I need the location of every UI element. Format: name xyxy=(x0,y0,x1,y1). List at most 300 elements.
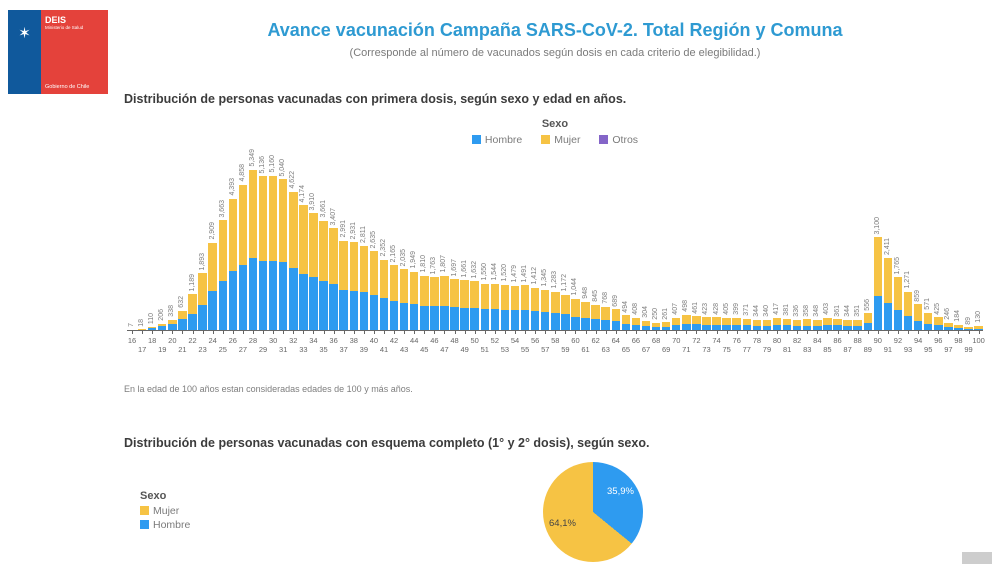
bar-segment-mujer[interactable] xyxy=(531,288,539,311)
bar-column-age-50[interactable] xyxy=(470,140,480,330)
bar-segment-hombre[interactable] xyxy=(329,284,337,330)
x-axis-tick-age-52 xyxy=(490,331,500,355)
bar-segment-mujer[interactable] xyxy=(198,273,206,304)
bar-segment-mujer[interactable] xyxy=(400,269,408,302)
bar-segment-hombre[interactable] xyxy=(511,310,519,330)
tick-mark xyxy=(424,331,425,334)
bar-segment-hombre[interactable] xyxy=(219,281,227,330)
bar-column-age-77[interactable] xyxy=(742,140,752,330)
legend-item-mujer[interactable] xyxy=(140,505,190,517)
chile-coat-of-arms-icon: ✶ xyxy=(8,10,41,94)
bar-column-age-45[interactable] xyxy=(419,140,429,330)
bar-segment-hombre[interactable] xyxy=(460,308,468,330)
bar-segment-hombre[interactable] xyxy=(279,262,287,330)
x-axis-label: 34 xyxy=(309,336,318,345)
pie-chart[interactable] xyxy=(543,462,643,562)
bar-segment-hombre[interactable] xyxy=(581,318,589,330)
bar-segment-mujer[interactable] xyxy=(511,286,519,310)
bar-column-age-39[interactable] xyxy=(359,140,369,330)
x-axis-tick-age-42 xyxy=(389,331,399,355)
x-axis-tick-age-20 xyxy=(167,331,177,355)
bar-segment-mujer[interactable] xyxy=(571,299,579,317)
bar-column-age-61[interactable] xyxy=(581,140,591,330)
bar-column-age-74[interactable] xyxy=(712,140,722,330)
bar-segment-hombre[interactable] xyxy=(491,309,499,330)
bar-column-age-57[interactable] xyxy=(540,140,550,330)
x-axis-tick-age-98 xyxy=(953,331,963,355)
bar-value-label: 371 xyxy=(742,304,750,316)
bar-segment-mujer[interactable] xyxy=(682,315,690,324)
bar-column-age-100[interactable] xyxy=(974,140,984,330)
bar-column-age-70[interactable] xyxy=(671,140,681,330)
bar-segment-mujer[interactable] xyxy=(239,185,247,265)
bar-column-age-27[interactable] xyxy=(238,140,248,330)
bar-segment-mujer[interactable] xyxy=(783,319,791,326)
bar-segment-mujer[interactable] xyxy=(188,294,196,314)
bar-column-age-44[interactable] xyxy=(409,140,419,330)
bar-column-age-84[interactable] xyxy=(812,140,822,330)
x-axis-tick-age-81 xyxy=(782,331,792,355)
bar-column-age-17[interactable] xyxy=(137,140,147,330)
x-axis-tick-age-97 xyxy=(943,331,953,355)
bar-column-age-65[interactable] xyxy=(621,140,631,330)
x-axis-label: 79 xyxy=(762,345,772,354)
bar-column-age-23[interactable] xyxy=(198,140,208,330)
bar-segment-mujer[interactable] xyxy=(521,285,529,310)
x-axis-tick-age-56 xyxy=(530,331,540,355)
bar-column-age-71[interactable] xyxy=(681,140,691,330)
bar-segment-hombre[interactable] xyxy=(450,307,458,330)
tick-mark xyxy=(364,331,365,334)
tick-mark xyxy=(737,331,738,334)
bar-segment-mujer[interactable] xyxy=(541,290,549,312)
bar-segment-mujer[interactable] xyxy=(864,313,872,323)
bar-column-age-16[interactable] xyxy=(127,140,137,330)
bar-value-label: 304 xyxy=(642,306,650,318)
bar-segment-hombre[interactable] xyxy=(370,295,378,330)
x-axis-label: 61 xyxy=(581,345,590,354)
bar-column-age-76[interactable] xyxy=(732,140,742,330)
bar-column-age-43[interactable] xyxy=(399,140,409,330)
tick-mark xyxy=(797,331,798,334)
bar-column-age-30[interactable] xyxy=(268,140,278,330)
tick-mark xyxy=(505,331,506,334)
x-axis-label: 92 xyxy=(893,336,903,345)
bar-column-age-67[interactable] xyxy=(641,140,651,330)
bar-segment-mujer[interactable] xyxy=(924,313,932,324)
x-axis-label: 50 xyxy=(470,336,479,345)
bar-segment-mujer[interactable] xyxy=(601,307,609,320)
bar-column-age-72[interactable] xyxy=(691,140,701,330)
bar-column-age-66[interactable] xyxy=(631,140,641,330)
bar-segment-hombre[interactable] xyxy=(531,311,539,330)
pie-chart-legend xyxy=(140,490,190,533)
bar-column-age-92[interactable] xyxy=(893,140,903,330)
x-axis-label: 40 xyxy=(369,336,379,345)
bar-column-age-99[interactable] xyxy=(963,140,973,330)
bar-value-label: 361 xyxy=(833,304,841,317)
bar-column-age-79[interactable] xyxy=(762,140,772,330)
bar-segment-mujer[interactable] xyxy=(259,176,267,260)
tick-mark xyxy=(213,331,214,334)
bar-column-age-97[interactable] xyxy=(943,140,953,330)
bar-column-age-51[interactable] xyxy=(480,140,490,330)
x-axis-tick-age-77 xyxy=(742,331,752,355)
bar-column-age-90[interactable] xyxy=(873,140,883,330)
bar-column-age-86[interactable] xyxy=(832,140,842,330)
bar-column-age-93[interactable] xyxy=(903,140,913,330)
bar-column-age-85[interactable] xyxy=(822,140,832,330)
tick-mark xyxy=(858,331,859,334)
bar-column-age-35[interactable] xyxy=(318,140,328,330)
bar-segment-hombre[interactable] xyxy=(309,277,317,330)
bar-column-age-46[interactable] xyxy=(429,140,439,330)
bar-segment-mujer[interactable] xyxy=(178,311,186,319)
bar-value-label: 4,174 xyxy=(299,184,307,203)
bar-column-age-95[interactable] xyxy=(923,140,933,330)
bar-segment-mujer[interactable] xyxy=(350,242,358,290)
bar-column-age-40[interactable] xyxy=(369,140,379,330)
x-axis-tick-age-53 xyxy=(500,331,510,355)
bar-segment-mujer[interactable] xyxy=(440,276,448,306)
bar-segment-mujer[interactable] xyxy=(410,272,418,304)
x-axis-label: 95 xyxy=(924,345,933,354)
logo-government-label: Gobierno de Chile xyxy=(45,84,90,90)
bar-segment-mujer[interactable] xyxy=(229,199,237,271)
bar-segment-hombre[interactable] xyxy=(481,309,489,330)
bar-segment-mujer[interactable] xyxy=(319,221,327,281)
bar-column-age-49[interactable] xyxy=(460,140,470,330)
bar-segment-mujer[interactable] xyxy=(289,192,297,268)
bar-segment-hombre[interactable] xyxy=(470,308,478,330)
bar-segment-mujer[interactable] xyxy=(219,220,227,280)
x-axis-tick-age-26 xyxy=(228,331,238,355)
bar-segment-hombre[interactable] xyxy=(208,291,216,330)
bar-segment-mujer[interactable] xyxy=(874,237,882,295)
bar-segment-hombre[interactable] xyxy=(229,271,237,330)
x-axis-label: 25 xyxy=(218,345,227,354)
tick-mark xyxy=(626,331,627,334)
bar-chart-title: Distribución de personas vacunadas con primera dosis, según sexo y edad en años. xyxy=(124,92,627,106)
bar-segment-hombre[interactable] xyxy=(601,320,609,330)
bar-column-age-52[interactable] xyxy=(490,140,500,330)
bar-segment-mujer[interactable] xyxy=(249,170,257,258)
bar-segment-mujer[interactable] xyxy=(279,179,287,262)
bar-segment-hombre[interactable] xyxy=(874,296,882,330)
bar-segment-mujer[interactable] xyxy=(591,305,599,320)
bar-segment-mujer[interactable] xyxy=(561,295,569,314)
x-axis-tick-age-41 xyxy=(379,331,389,355)
pie-slice-label-hombre: 35,9% xyxy=(607,486,634,497)
bar-column-age-89[interactable] xyxy=(863,140,873,330)
bar-segment-mujer[interactable] xyxy=(894,277,902,310)
bar-column-age-83[interactable] xyxy=(802,140,812,330)
bar-segment-mujer[interactable] xyxy=(823,318,831,325)
bar-column-age-18[interactable] xyxy=(147,140,157,330)
bar-segment-hombre[interactable] xyxy=(259,261,267,330)
tick-mark xyxy=(263,331,264,334)
bar-column-age-31[interactable] xyxy=(278,140,288,330)
bar-segment-mujer[interactable] xyxy=(269,176,277,261)
bar-segment-hombre[interactable] xyxy=(612,321,620,330)
x-axis-tick-age-57 xyxy=(540,331,550,355)
x-axis-label: 67 xyxy=(641,345,651,354)
bar-column-age-21[interactable] xyxy=(177,140,187,330)
deis-logo xyxy=(8,10,108,94)
bar-segment-hombre[interactable] xyxy=(380,298,388,330)
bar-segment-mujer[interactable] xyxy=(622,315,630,324)
x-axis-label: 19 xyxy=(158,345,167,354)
bar-column-age-56[interactable] xyxy=(530,140,540,330)
bar-chart[interactable] xyxy=(127,140,983,330)
bar-column-age-68[interactable] xyxy=(651,140,661,330)
bar-column-age-87[interactable] xyxy=(843,140,853,330)
bar-segment-hombre[interactable] xyxy=(884,303,892,330)
tick-mark xyxy=(878,331,879,334)
bar-segment-mujer[interactable] xyxy=(722,318,730,325)
bar-column-age-91[interactable] xyxy=(883,140,893,330)
x-axis-tick-age-32 xyxy=(288,331,298,355)
bar-segment-hombre[interactable] xyxy=(410,304,418,330)
bar-column-age-69[interactable] xyxy=(661,140,671,330)
bar-segment-hombre[interactable] xyxy=(551,313,559,330)
logo-text-block xyxy=(41,10,108,94)
bar-column-age-33[interactable] xyxy=(298,140,308,330)
x-axis-label: 64 xyxy=(611,336,620,345)
bar-segment-mujer[interactable] xyxy=(491,284,499,309)
bar-segment-mujer[interactable] xyxy=(370,251,378,294)
bar-segment-hombre[interactable] xyxy=(541,312,549,330)
bar-value-label: 2,811 xyxy=(359,225,367,243)
bar-column-age-59[interactable] xyxy=(560,140,570,330)
bar-column-age-53[interactable] xyxy=(500,140,510,330)
bar-value-label: 461 xyxy=(692,301,700,314)
bar-segment-hombre[interactable] xyxy=(249,258,257,330)
bar-segment-hombre[interactable] xyxy=(400,303,408,330)
x-axis-tick-age-48 xyxy=(450,331,460,355)
bar-column-age-60[interactable] xyxy=(570,140,580,330)
bar-column-age-42[interactable] xyxy=(389,140,399,330)
tick-mark xyxy=(838,331,839,334)
bar-segment-mujer[interactable] xyxy=(339,241,347,290)
x-axis-label: 100 xyxy=(972,336,985,345)
bar-value-label: 1,544 xyxy=(490,263,498,281)
bar-segment-mujer[interactable] xyxy=(299,205,307,274)
x-axis-label: 55 xyxy=(520,345,530,354)
bar-value-label: 1,345 xyxy=(541,269,549,287)
bar-segment-mujer[interactable] xyxy=(208,243,216,291)
bar-column-age-48[interactable] xyxy=(450,140,460,330)
bar-column-age-94[interactable] xyxy=(913,140,923,330)
bar-column-age-25[interactable] xyxy=(218,140,228,330)
x-axis-tick-age-17 xyxy=(137,331,147,355)
bar-column-age-32[interactable] xyxy=(288,140,298,330)
bar-segment-hombre[interactable] xyxy=(339,290,347,330)
bar-segment-hombre[interactable] xyxy=(894,310,902,330)
tick-mark xyxy=(243,331,244,334)
bar-segment-mujer[interactable] xyxy=(672,318,680,325)
bar-column-age-62[interactable] xyxy=(591,140,601,330)
tick-mark xyxy=(283,331,284,334)
x-axis-label: 18 xyxy=(148,336,157,345)
bar-segment-hombre[interactable] xyxy=(178,319,186,330)
bar-column-age-22[interactable] xyxy=(187,140,197,330)
bar-segment-mujer[interactable] xyxy=(632,318,640,325)
x-axis-tick-age-83 xyxy=(802,331,812,355)
bar-segment-hombre[interactable] xyxy=(188,314,196,330)
bar-segment-mujer[interactable] xyxy=(773,318,781,325)
bar-column-age-73[interactable] xyxy=(701,140,711,330)
legend-item-hombre[interactable] xyxy=(140,519,190,531)
bar-value-label: 3,100 xyxy=(873,216,881,235)
bar-segment-hombre[interactable] xyxy=(571,317,579,330)
bar-column-age-28[interactable] xyxy=(248,140,258,330)
bar-segment-mujer[interactable] xyxy=(581,302,589,318)
bar-segment-mujer[interactable] xyxy=(329,228,337,284)
bar-segment-hombre[interactable] xyxy=(390,301,398,330)
x-axis-label: 24 xyxy=(208,336,217,345)
tick-mark xyxy=(374,331,375,334)
bar-value-label: 2,635 xyxy=(369,230,377,249)
bar-segment-mujer[interactable] xyxy=(420,276,428,306)
bar-segment-hombre[interactable] xyxy=(420,306,428,330)
bar-segment-hombre[interactable] xyxy=(521,310,529,330)
x-axis-tick-age-63 xyxy=(601,331,611,355)
x-axis-label: 16 xyxy=(127,336,137,345)
bar-column-age-63[interactable] xyxy=(601,140,611,330)
x-axis-label: 77 xyxy=(742,345,751,354)
bar-chart-columns xyxy=(127,140,983,330)
bar-segment-mujer[interactable] xyxy=(702,317,710,324)
bar-segment-hombre[interactable] xyxy=(591,319,599,330)
bar-value-label: 358 xyxy=(803,304,811,317)
bar-segment-mujer[interactable] xyxy=(612,309,620,321)
tick-mark xyxy=(253,331,254,334)
bar-column-age-96[interactable] xyxy=(933,140,943,330)
bar-column-age-20[interactable] xyxy=(167,140,177,330)
bar-segment-hombre[interactable] xyxy=(430,306,438,330)
x-axis-label: 68 xyxy=(651,336,661,345)
bar-segment-mujer[interactable] xyxy=(712,317,720,324)
bar-segment-mujer[interactable] xyxy=(914,304,922,320)
bar-column-age-78[interactable] xyxy=(752,140,762,330)
bar-segment-hombre[interactable] xyxy=(864,323,872,330)
tick-mark xyxy=(223,331,224,334)
bar-value-label: 4,858 xyxy=(238,164,246,182)
bar-segment-mujer[interactable] xyxy=(692,316,700,324)
bar-segment-mujer[interactable] xyxy=(460,280,468,307)
bar-column-age-41[interactable] xyxy=(379,140,389,330)
bar-segment-mujer[interactable] xyxy=(430,277,438,306)
tick-mark xyxy=(706,331,707,334)
bar-segment-mujer[interactable] xyxy=(360,246,368,292)
bar-chart-x-axis xyxy=(127,330,983,355)
x-axis-tick-age-67 xyxy=(641,331,651,355)
bar-segment-hombre[interactable] xyxy=(440,306,448,330)
legend-title: Sexo xyxy=(140,490,167,502)
bar-segment-hombre[interactable] xyxy=(914,321,922,331)
bar-segment-mujer[interactable] xyxy=(481,284,489,310)
scrollbar-horizontal[interactable] xyxy=(962,552,992,564)
bar-segment-mujer[interactable] xyxy=(934,317,942,325)
bar-column-age-80[interactable] xyxy=(772,140,782,330)
bar-segment-mujer[interactable] xyxy=(380,260,388,299)
bar-value-label: 1,661 xyxy=(460,259,468,278)
bar-column-age-26[interactable] xyxy=(228,140,238,330)
bar-segment-hombre[interactable] xyxy=(350,291,358,330)
bar-column-age-55[interactable] xyxy=(520,140,530,330)
bar-segment-mujer[interactable] xyxy=(501,285,509,310)
x-axis-label: 49 xyxy=(460,345,469,354)
mujer-swatch-icon xyxy=(140,506,149,515)
bar-value-label: 89 xyxy=(964,316,972,325)
bar-column-age-81[interactable] xyxy=(782,140,792,330)
bar-segment-hombre[interactable] xyxy=(904,316,912,330)
bar-column-age-98[interactable] xyxy=(953,140,963,330)
bar-segment-hombre[interactable] xyxy=(269,261,277,330)
bar-column-age-34[interactable] xyxy=(308,140,318,330)
bar-segment-hombre[interactable] xyxy=(299,274,307,330)
tick-mark xyxy=(616,331,617,334)
bar-column-age-29[interactable] xyxy=(258,140,268,330)
bar-segment-mujer[interactable] xyxy=(884,258,892,303)
bar-segment-hombre[interactable] xyxy=(198,305,206,330)
bar-column-age-38[interactable] xyxy=(349,140,359,330)
bar-column-age-36[interactable] xyxy=(329,140,339,330)
tick-mark xyxy=(827,331,828,334)
bar-segment-hombre[interactable] xyxy=(289,268,297,330)
bar-column-age-19[interactable] xyxy=(157,140,167,330)
bar-segment-mujer[interactable] xyxy=(904,292,912,316)
bar-value-label: 556 xyxy=(863,298,871,311)
bar-segment-hombre[interactable] xyxy=(239,265,247,330)
x-axis-label: 88 xyxy=(853,336,862,345)
x-axis-tick-age-74 xyxy=(712,331,722,355)
bar-segment-mujer[interactable] xyxy=(551,292,559,313)
x-axis-label: 30 xyxy=(268,336,278,345)
bar-column-age-82[interactable] xyxy=(792,140,802,330)
bar-column-age-24[interactable] xyxy=(208,140,218,330)
x-axis-label: 36 xyxy=(329,336,338,345)
bar-segment-hombre[interactable] xyxy=(360,292,368,330)
tick-mark xyxy=(303,331,304,334)
x-axis-label: 62 xyxy=(591,336,600,345)
bar-column-age-75[interactable] xyxy=(722,140,732,330)
x-axis-label: 90 xyxy=(873,336,882,345)
bar-segment-mujer[interactable] xyxy=(470,281,478,308)
bar-column-age-88[interactable] xyxy=(853,140,863,330)
bar-segment-hombre[interactable] xyxy=(319,281,327,330)
tick-mark xyxy=(676,331,677,334)
x-axis-label: 46 xyxy=(430,336,439,345)
bar-value-label: 250 xyxy=(652,307,660,320)
bar-column-age-64[interactable] xyxy=(611,140,621,330)
bar-segment-mujer[interactable] xyxy=(732,318,740,325)
bar-column-age-58[interactable] xyxy=(550,140,560,330)
tick-mark xyxy=(727,331,728,334)
bar-column-age-37[interactable] xyxy=(339,140,349,330)
x-axis-tick-age-33 xyxy=(298,331,308,355)
bar-segment-hombre[interactable] xyxy=(501,310,509,330)
x-axis-label: 76 xyxy=(732,336,741,345)
bar-segment-mujer[interactable] xyxy=(390,265,398,301)
bar-segment-hombre[interactable] xyxy=(561,314,569,330)
bar-segment-mujer[interactable] xyxy=(450,279,458,307)
bar-column-age-47[interactable] xyxy=(439,140,449,330)
bar-segment-mujer[interactable] xyxy=(309,213,317,277)
bar-column-age-54[interactable] xyxy=(510,140,520,330)
tick-mark xyxy=(686,331,687,334)
